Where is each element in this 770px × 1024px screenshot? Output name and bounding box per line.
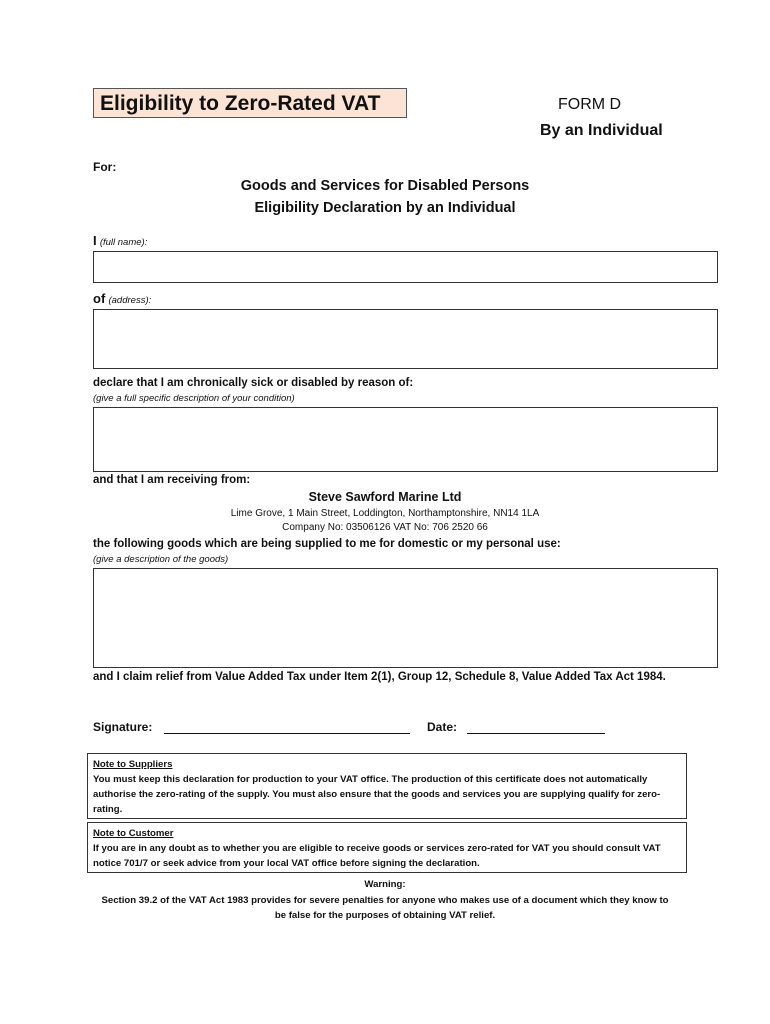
condition-label: declare that I am chronically sick or disabled by reason of: bbox=[93, 377, 414, 389]
full-name-hint: (full name): bbox=[99, 237, 148, 248]
relief-statement: and I claim relief from Value Added Tax under Item 2(1), Group 12, Schedule 8, Value Added Tax Act 1984. bbox=[93, 671, 666, 683]
condition-field[interactable] bbox=[93, 407, 718, 472]
note-customer-title: Note to Customer bbox=[93, 828, 174, 839]
for-label: For: bbox=[93, 160, 117, 174]
heading-eligibility-declaration: Eligibility Declaration by an Individual bbox=[254, 200, 516, 216]
full-name-label-text: I bbox=[93, 233, 97, 248]
note-to-customer bbox=[87, 822, 687, 873]
address-field[interactable] bbox=[93, 309, 718, 369]
form-subtitle: By an Individual bbox=[540, 122, 663, 139]
receiving-from-label: and that I am receiving from: bbox=[93, 474, 251, 486]
form-id: FORM D bbox=[558, 96, 622, 113]
note-customer-body: If you are in any doubt as to whether you are eligible to receive goods or services zero-rated for VAT you should consult VAT notice 701/7 or seek advice from your local VAT office before signing the declaration. bbox=[93, 843, 661, 869]
signature-label: Signature: bbox=[93, 720, 153, 734]
supplier-registration: Company No: 03506126 VAT No: 706 2520 66 bbox=[282, 522, 488, 533]
note-to-suppliers bbox=[87, 753, 687, 819]
address-label-text: of bbox=[93, 291, 106, 306]
warning-title: Warning: bbox=[364, 879, 406, 890]
condition-hint: (give a full specific description of your condition) bbox=[93, 393, 295, 404]
address-hint: (address): bbox=[108, 295, 152, 306]
date-label: Date: bbox=[427, 720, 458, 734]
note-suppliers-title: Note to Suppliers bbox=[93, 759, 173, 770]
goods-field[interactable] bbox=[93, 568, 718, 668]
heading-goods-services: Goods and Services for Disabled Persons bbox=[240, 178, 530, 194]
full-name-field[interactable] bbox=[93, 251, 718, 283]
form-title: Eligibility to Zero-Rated VAT bbox=[93, 88, 407, 118]
goods-hint: (give a description of the goods) bbox=[93, 554, 229, 565]
full-name-label bbox=[93, 233, 147, 248]
date-line[interactable] bbox=[467, 733, 605, 734]
note-suppliers-body: You must keep this declaration for production to your VAT office. The production of this certificate does not automatically authorise the zero-rating of the supply. You must also ensure that the goods and services you are supplying qualify for zero-rating. bbox=[93, 774, 661, 815]
signature-line[interactable] bbox=[164, 733, 410, 734]
warning-body: Section 39.2 of the VAT Act 1983 provides for severe penalties for anyone who makes use of a document which they know to be false for the purposes of obtaining VAT relief. bbox=[101, 895, 669, 921]
supplier-name: Steve Sawford Marine Ltd bbox=[308, 490, 462, 504]
supplier-address: Lime Grove, 1 Main Street, Loddington, Northamptonshire, NN14 1LA bbox=[230, 508, 540, 519]
address-label bbox=[93, 291, 151, 306]
goods-label: the following goods which are being supplied to me for domestic or my personal use: bbox=[93, 538, 561, 550]
